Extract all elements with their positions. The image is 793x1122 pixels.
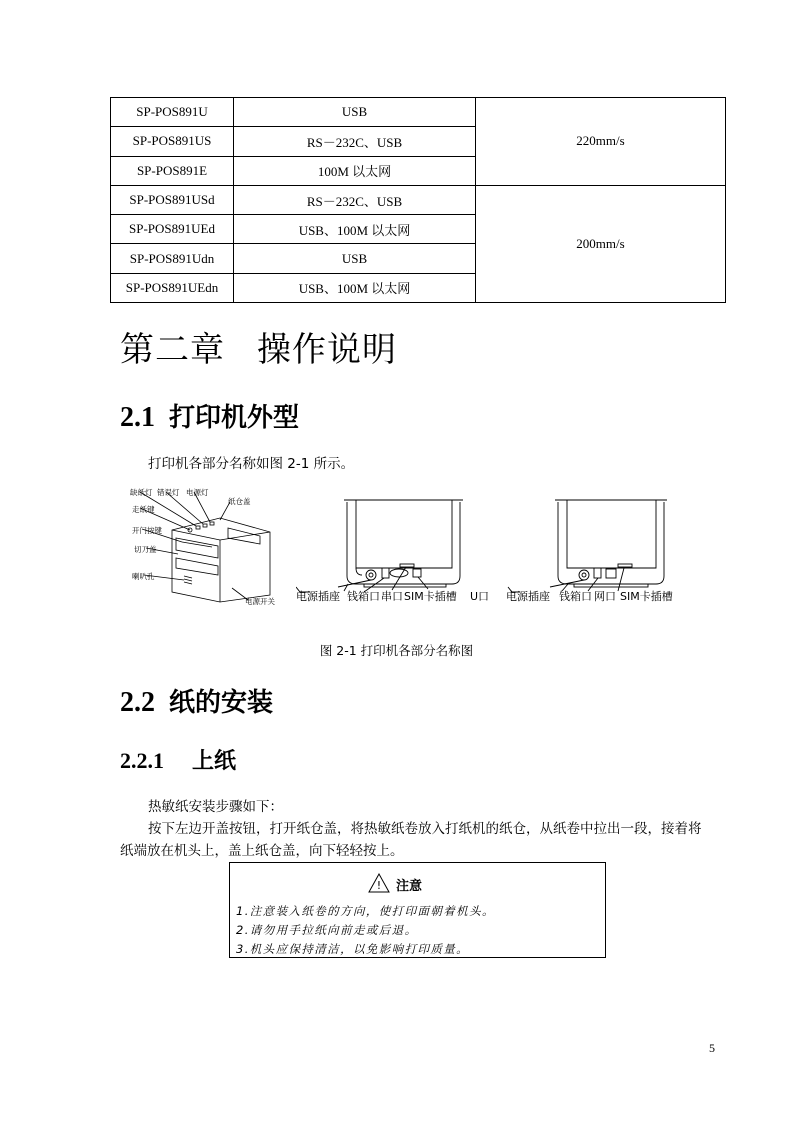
speed-cell: 220mm/s (476, 98, 726, 186)
notice-item: 1.注意装入纸卷的方向，使打印面朝着机头。 (236, 904, 495, 918)
label-paper-cover: 纸仓盖 (228, 497, 251, 506)
label-cutter-cover: 切刀盖 (134, 545, 157, 554)
label-paper-out-led: 缺纸灯 (130, 488, 153, 497)
rear2-label-sim-slot: SIM卡插槽 (620, 590, 673, 603)
chapter-title (120, 322, 397, 371)
label-power-switch: 电源开关 (245, 597, 275, 606)
interface-cell: USB (234, 98, 476, 127)
table-row (111, 185, 726, 214)
label-error-led: 错误灯 (157, 488, 180, 497)
model-cell: SP-POS891UEd (111, 215, 234, 244)
install-body-line-2: 纸端放在机头上，盖上纸仓盖，向下轻轻按上。 (120, 843, 404, 859)
interface-cell: USB (234, 244, 476, 273)
figure-intro-text: 打印机各部分名称如图 2-1 所示。 (148, 456, 355, 472)
figure-caption: 图 2-1 打印机各部分名称图 (319, 643, 474, 658)
install-intro-text: 热敏纸安装步骤如下： (148, 799, 283, 815)
rear1-label-sim-slot: SIM卡插槽 (404, 590, 457, 603)
model-cell: SP-POS891UEdn (111, 273, 234, 302)
model-cell: SP-POS891USd (111, 185, 234, 214)
page-number: 5 (709, 1041, 715, 1055)
rear1-label-usb: U口 (470, 590, 490, 603)
install-body-line-1: 按下左边开盖按钮，打开纸仓盖，将热敏纸卷放入打纸机的纸仓，从纸卷中拉出一段，接着将 (148, 821, 702, 837)
section-heading-2-1 (120, 397, 299, 434)
section-number: 2.2.1 (120, 748, 164, 773)
printer-parts-figure (120, 480, 720, 615)
notice-item: 3.机头应保持清洁，以免影响打印质量。 (236, 942, 470, 956)
chapter-number: 第二章 (120, 330, 225, 370)
model-spec-table (110, 97, 726, 303)
rear2-label-cash-drawer: 钱箱口 (559, 590, 592, 603)
rear1-label-serial: 串口 (381, 590, 403, 603)
notice-item: 2.请勿用手拉纸向前走或后退。 (236, 923, 418, 937)
model-cell: SP-POS891E (111, 156, 234, 185)
svg-text:!: ! (376, 879, 382, 892)
notice-box (229, 862, 606, 958)
model-cell: SP-POS891Udn (111, 244, 234, 273)
label-feed-key: 走纸键 (132, 505, 155, 514)
rear2-label-network: 网口 (594, 590, 616, 603)
section-heading-2-2-1 (120, 744, 236, 775)
rear1-label-power-socket: 电源插座 (296, 590, 340, 603)
model-cell: SP-POS891US (111, 127, 234, 156)
section-number: 2.2 (120, 687, 155, 718)
section-heading-2-2 (120, 682, 273, 719)
interface-cell: RS－232C、USB (234, 127, 476, 156)
interface-cell: USB、100M 以太网 (234, 215, 476, 244)
section-number: 2.1 (120, 402, 155, 433)
label-power-led: 电源灯 (186, 488, 209, 497)
section-title: 纸的安装 (169, 688, 274, 718)
speed-cell: 200mm/s (476, 185, 726, 302)
table-row (111, 98, 726, 127)
interface-cell: 100M 以太网 (234, 156, 476, 185)
notice-title: 注意 (396, 879, 423, 894)
interface-cell: USB、100M 以太网 (234, 273, 476, 302)
section-title: 上纸 (192, 749, 237, 774)
chapter-name: 操作说明 (257, 330, 397, 370)
rear1-label-cash-drawer: 钱箱口 (347, 590, 380, 603)
label-open-key: 开门按键 (132, 526, 162, 535)
model-cell: SP-POS891U (111, 98, 234, 127)
section-title: 打印机外型 (169, 403, 300, 433)
interface-cell: RS－232C、USB (234, 185, 476, 214)
rear2-label-power-socket: 电源插座 (506, 590, 550, 603)
label-speaker: 喇叭孔 (132, 572, 155, 581)
